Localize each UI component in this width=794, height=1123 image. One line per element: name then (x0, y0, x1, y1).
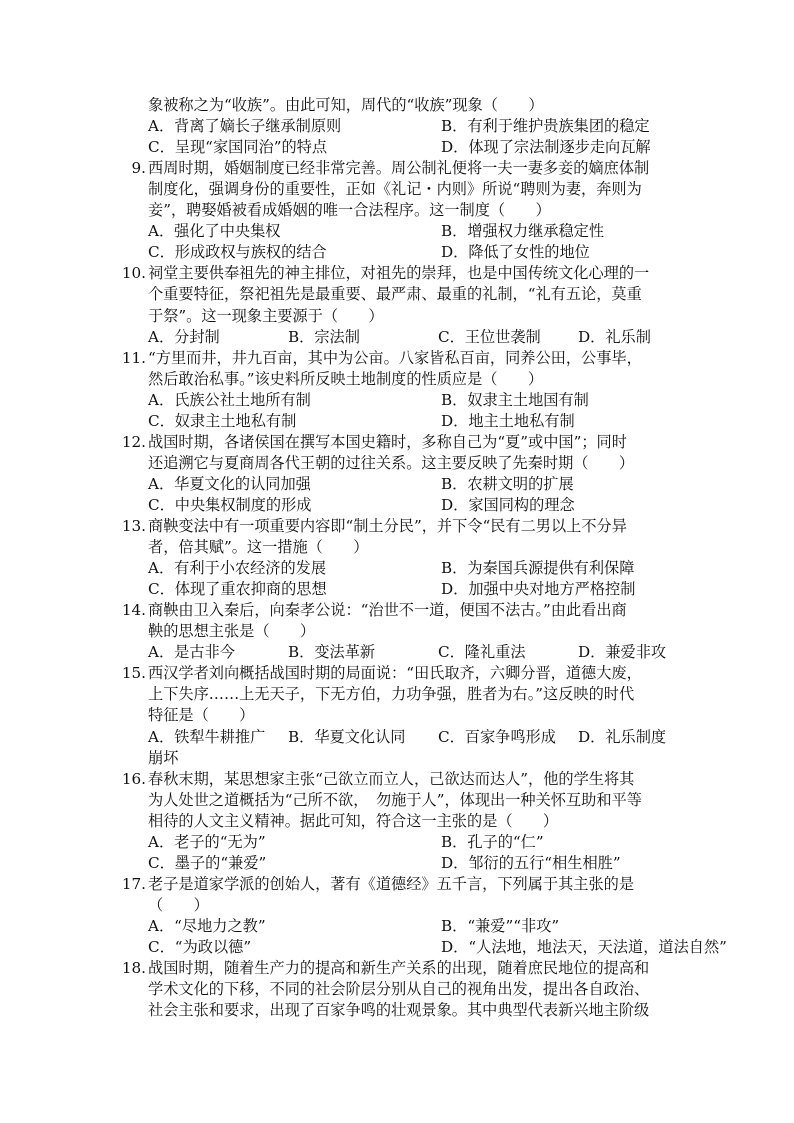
answer-option: B．华夏文化认同 (288, 727, 406, 746)
answer-option: A．分封制 (148, 327, 220, 346)
answer-option: B．增强权力继承稳定性 (441, 222, 605, 241)
answer-option: D．礼乐制 (578, 327, 651, 346)
answer-option: C．中央集权制度的形成 (148, 495, 312, 514)
answer-option: A．老子的“无为” (148, 832, 266, 851)
question-number: 9. (131, 159, 146, 178)
question-stem-line: 还追溯它与夏商周各代王朝的过往关系。这主要反映了先秦时期（ ） (148, 453, 634, 472)
question-number: 14. (121, 601, 146, 620)
answer-option: D．体现了宗法制逐步走向瓦解 (441, 138, 651, 157)
question-stem-line: 战国时期，随着生产力的提高和新生产关系的出现，随着庶民地位的提高和 (148, 959, 650, 978)
answer-option: D．加强中央对地方严格控制 (441, 580, 636, 599)
answer-option: C．形成政权与族权的结合 (148, 243, 327, 262)
answer-option: A．强化了中央集权 (148, 222, 281, 241)
answer-option: A．氏族公社土地所有制 (148, 390, 311, 409)
answer-option: C．百家争鸣形成 (438, 727, 556, 746)
answer-option: D．家国同构的理念 (441, 495, 575, 514)
question-stem-line: 学术文化的下移，不同的社会阶层分别从自己的视角出发，提出各自政治、 (148, 980, 650, 999)
question-stem-line: （ ） (148, 895, 209, 914)
answer-option: D．礼乐制度 (578, 727, 667, 746)
answer-option: A．背离了嫡长子继承制原则 (148, 117, 342, 136)
question-stem-line: 商鞅变法中有一项重要内容即“制土分民”，并下令“民有二男以上不分异 (148, 517, 627, 535)
answer-option: C．呈现“家国同治”的特点 (148, 138, 328, 157)
question-number: 11. (121, 348, 146, 367)
question-stem-line: 相待的人文主义精神。据此可知，符合这一主张的是（ ） (148, 811, 559, 830)
answer-option: B．变法革新 (288, 643, 376, 662)
answer-option: C．隆礼重法 (438, 643, 526, 662)
question-stem-line: 象被称之为“收族”。由此可知，周代的“收族”现象（ ） (148, 96, 544, 114)
answer-option: C．墨子的“兼爱” (148, 853, 267, 872)
answer-option: A．是古非今 (148, 643, 235, 662)
answer-option: B．孔子的“仁” (441, 832, 544, 851)
answer-option: D．地主土地私有制 (441, 411, 575, 430)
question-number: 17. (121, 874, 146, 893)
question-stem-line: 西周时期，婚姻制度已经非常完善。周公制礼便将一夫一妻多妾的嫡庶体制 (148, 159, 650, 178)
question-stem-line: 妾”，聘娶婚被看成婚姻的唯一合法程序。这一制度（ ） (148, 201, 551, 220)
answer-option: B．宗法制 (288, 327, 360, 346)
answer-option: D．“人法地，地法天，天法道，道法自然” (441, 938, 727, 956)
question-stem-line: 个重要特征，祭祀祖先是最重要、最严肃、最重的礼制，“礼有五论，莫重 (148, 285, 642, 304)
answer-option: D．兼爱非攻 (578, 643, 667, 662)
answer-option: B．“兼爱”“非攻” (441, 916, 560, 935)
question-number: 13. (121, 517, 146, 535)
question-stem-line: 鞅的思想主张是（ ） (148, 622, 316, 641)
answer-option: C．体现了重农抑商的思想 (148, 580, 327, 599)
answer-option: A．铁犁牛耕推广 (148, 727, 266, 746)
question-stem-line: 春秋末期，某思想家主张“己欲立而立人，己欲达而达人”，他的学生将其 (148, 769, 635, 788)
question-stem-line: 于祭”。这一现象主要源于（ ） (148, 306, 384, 325)
answer-option: D．邹衍的五行“相生相胜” (441, 853, 621, 872)
answer-option-continuation: 崩坏 (148, 748, 179, 767)
question-number: 16. (121, 769, 146, 788)
answer-option: C．奴隶主土地私有制 (148, 411, 297, 430)
question-stem-line: “方里而井，井九百亩，其中为公亩。八家皆私百亩，同养公田，公事毕， (148, 348, 642, 367)
question-stem-line: 社会主张和要求，出现了百家争鸣的壮观景象。其中典型代表新兴地主阶级 (148, 1001, 650, 1020)
question-stem-line: 特征是（ ） (148, 706, 255, 725)
answer-option: D．降低了女性的地位 (441, 243, 590, 262)
question-stem-line: 上下失序……上无天子，下无方伯，力功争强，胜者为右。”这反映的时代 (148, 685, 635, 704)
question-stem-line: 战国时期，各诸侯国在撰写本国史籍时，多称自己为“夏”或中国”；同时 (148, 432, 627, 451)
question-number: 15. (121, 664, 146, 683)
question-stem-line: 祠堂主要供奉祖先的神主排位，对祖先的崇拜，也是中国传统文化心理的一 (148, 264, 650, 283)
question-stem-line: 西汉学者刘向概括战国时期的局面说：“田氏取齐，六卿分晋，道德大废， (148, 664, 642, 683)
answer-option: B．奴隶主土地国有制 (441, 390, 589, 409)
question-number: 18. (121, 959, 146, 978)
answer-option: C．“为政以德” (148, 938, 252, 956)
answer-option: B．有利于维护贵族集团的稳定 (441, 117, 650, 136)
question-stem-line: 老子是道家学派的创始人，著有《道德经》五千言，下列属于其主张的是 (148, 874, 634, 893)
question-stem-line: 为人处世之道概括为“己所不欲， 勿施于人”，体现出一种关怀互助和平等 (148, 790, 642, 809)
question-number: 12. (121, 432, 146, 451)
answer-option: B．为秦国兵源提供有利保障 (441, 559, 635, 578)
question-stem-line: 然后敢治私事。”该史料所反映土地制度的性质应是（ ） (148, 369, 544, 388)
question-number: 10. (121, 264, 146, 283)
answer-option: A．有利于小农经济的发展 (148, 559, 327, 578)
question-stem-line: 者，倍其赋”。这一措施（ ） (148, 538, 369, 557)
answer-option: C．王位世袭制 (438, 327, 541, 346)
question-stem-line: 商鞅由卫入秦后，向秦孝公说：“治世不一道，便国不法古。”由此看出商 (148, 601, 627, 620)
answer-option: B．农耕文明的扩展 (441, 474, 574, 493)
answer-option: A．“尽地力之教” (148, 916, 266, 935)
answer-option: A．华夏文化的认同加强 (148, 474, 311, 493)
question-stem-line: 制度化，强调身份的重要性，正如《礼记・内则》所说“聘则为妻，奔则为 (148, 180, 642, 199)
